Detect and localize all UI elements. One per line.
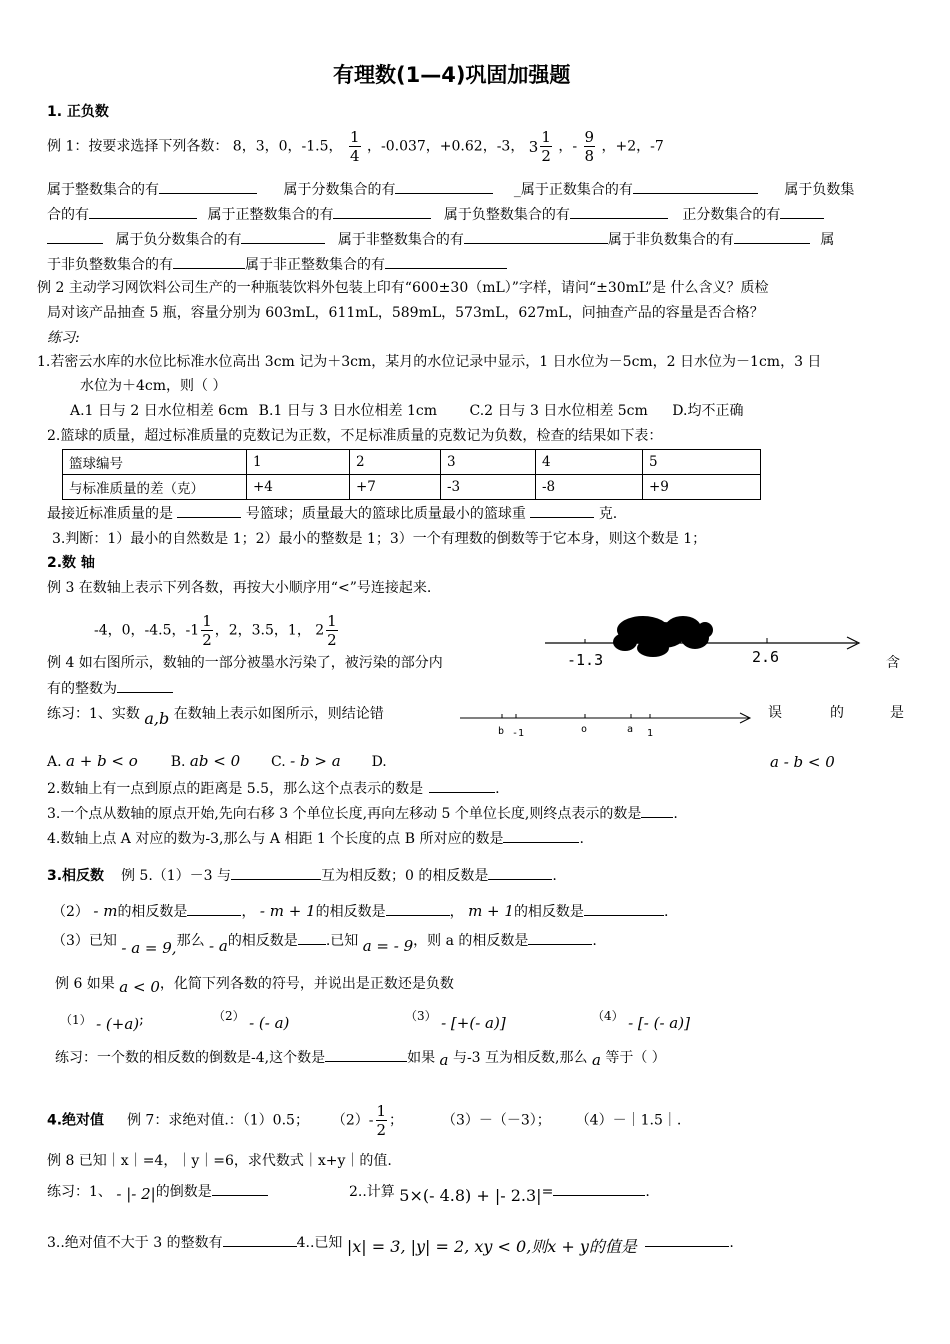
non-negative-integer-set-label-start: 属 bbox=[820, 232, 835, 248]
expr-minus-a-eq-9: - a = 9, bbox=[121, 939, 177, 957]
expr-neg-abs-neg-2: - |- 2| bbox=[116, 1185, 156, 1203]
number-line-ink bbox=[545, 610, 875, 670]
example-2-line-1: 例 2 主动学习网饮料公司生产的一种瓶装饮料外包装上印有“600±30（mL）”字样，请问“±30mL”是 什么含义？质检 bbox=[37, 280, 769, 296]
integers-blank[interactable] bbox=[223, 1232, 297, 1247]
practice-3-label: 3..绝对值不大于 3 的整数有 bbox=[47, 1235, 223, 1251]
example-8-text: 例 8 已知｜x｜=4，｜y｜=6，求代数式｜x+y｜的值. bbox=[47, 1153, 392, 1169]
expr-minus-a: - a bbox=[209, 937, 228, 955]
practice-2-1-c1: 误 bbox=[768, 705, 782, 721]
example-4-label: 有的整数为 bbox=[47, 681, 117, 697]
section-1-heading: 1. 正负数 bbox=[47, 104, 109, 120]
then-label: 那么 bbox=[176, 933, 205, 949]
expr-xy-condition: |x| = 3, |y| = 2, xy < 0,则x + y的值是 bbox=[346, 1237, 637, 1256]
basketball-table bbox=[62, 449, 761, 500]
option-c-label: C. bbox=[271, 754, 286, 770]
practice-label: 练习: bbox=[47, 330, 80, 346]
negative-integer-set-blank[interactable] bbox=[570, 204, 668, 219]
example-7-a: 例 7：求绝对值.：（1）0.5； bbox=[126, 1112, 309, 1129]
practice-4-label: 4..已知 bbox=[296, 1235, 343, 1251]
item-3-expr: - [+(- a)] bbox=[441, 1014, 506, 1032]
grams-label: 克. bbox=[598, 506, 618, 522]
opposite-label: 的相反数是 bbox=[315, 904, 386, 920]
practice-2-label: 2..计算 bbox=[349, 1184, 395, 1200]
table-header-cell: 4 bbox=[536, 450, 643, 475]
item-3-label: （3） bbox=[405, 1009, 437, 1023]
variables-a-b: a,b bbox=[144, 709, 170, 728]
practice-1-label: 练习：1、 bbox=[47, 1184, 112, 1200]
sets-line-2 bbox=[47, 204, 824, 224]
practice-blank[interactable] bbox=[325, 1047, 407, 1062]
example-5-blank-1[interactable] bbox=[231, 865, 321, 880]
section-3-heading: 3.相反数 bbox=[47, 868, 105, 884]
practice-2-3-text: 3.一个点从数轴的原点开始,先向右移 3 个单位长度,再向左移动 5 个单位长度,则终点表示的数是 bbox=[47, 806, 642, 822]
example-7-d: （3）－（－3）； bbox=[441, 1112, 551, 1129]
table-header-cell: 2 bbox=[350, 450, 441, 475]
section-3-practice bbox=[55, 1047, 666, 1067]
example-7-b: （2）- bbox=[331, 1112, 374, 1129]
positive-integer-set-blank[interactable] bbox=[333, 204, 431, 219]
example-4-line-1: 例 4 如右图所示，数轴的一部分被墨水污染了，被污染的部分内 bbox=[47, 655, 443, 671]
practice-a: 练习：一个数的相反数的倒数是-4,这个数是 bbox=[55, 1050, 326, 1066]
example-4-line-1-end: 含 bbox=[886, 655, 900, 671]
blank-minus-m-plus-1[interactable] bbox=[386, 901, 450, 916]
section-4-heading: 4.绝对值 bbox=[47, 1112, 105, 1129]
example-6-item-2 bbox=[213, 1006, 290, 1032]
practice-1-option-a[interactable]: A.1 日与 2 日水位相差 6cm bbox=[70, 403, 249, 419]
example-5-b: 互为相反数；0 的相反数是 bbox=[321, 868, 489, 884]
table-cell: 与标准质量的差（克） bbox=[63, 475, 247, 500]
section-4-line-1 bbox=[47, 1102, 681, 1139]
example-4-blank[interactable] bbox=[117, 678, 173, 693]
item-2-label: （2） bbox=[213, 1009, 245, 1023]
example-7-e: （4）－｜1.5｜. bbox=[575, 1112, 682, 1129]
sub-3-label: （3）已知 bbox=[52, 933, 117, 949]
non-positive-integer-set-blank[interactable] bbox=[385, 254, 507, 269]
practice-2-text: 2.篮球的质量，超过标准质量的克数记为正数，不足标准质量的克数记为负数，检查的结果如下表： bbox=[47, 428, 663, 444]
practice-1-option-d[interactable]: D.均不正确 bbox=[672, 403, 744, 419]
practice-c: 与-3 互为相反数,那么 bbox=[452, 1050, 588, 1066]
negative-set-label: 属于负数集 bbox=[784, 182, 855, 198]
section-3-line-3: （3）已知 - a = 9,那么 - a的相反数是 .已知 a = - 9，则 a 的相反数是 . bbox=[52, 930, 597, 950]
example-1-line bbox=[47, 128, 664, 165]
point-b-label: b bbox=[498, 726, 505, 737]
practice-2-1-line bbox=[47, 704, 384, 728]
equals-sign: = bbox=[541, 1184, 554, 1200]
practice-2-4-blank[interactable] bbox=[503, 828, 579, 843]
practice-2-1-options bbox=[47, 752, 387, 771]
ink-blot bbox=[613, 616, 713, 657]
item-4-label: （4） bbox=[592, 1009, 624, 1023]
blank-minus-m[interactable] bbox=[187, 901, 241, 916]
fraction-set-label: 属于分数集合的有 bbox=[283, 182, 396, 198]
non-integer-set-blank[interactable] bbox=[464, 229, 608, 244]
item-1-expr: - (+a) bbox=[96, 1015, 140, 1033]
fraction-half: $\frac{1}{2}$ bbox=[202, 612, 212, 649]
example-3-numbers-b: ，2，3.5，1， 2 bbox=[214, 622, 325, 639]
expr-minus-m-plus-1: - m + 1 bbox=[259, 902, 316, 920]
blank-minus-a[interactable] bbox=[298, 930, 326, 945]
expr-compute: 5×(- 4.8) + |- 2.3| bbox=[399, 1186, 542, 1205]
table-cell: +9 bbox=[643, 475, 761, 500]
example-1-mid1: ，-0.037，+0.62，-3， bbox=[366, 138, 525, 155]
option-a-label: A. bbox=[47, 754, 62, 770]
item-2-expr: - (- a) bbox=[249, 1014, 290, 1032]
practice-2-2: 2.数轴上有一点到原点的距离是 5.5，那么这个点表示的数是 . bbox=[47, 778, 500, 798]
positive-integer-set-label: 属于正整数集合的有 bbox=[207, 207, 334, 223]
x-plus-y-blank[interactable] bbox=[645, 1232, 729, 1247]
fraction-nine-eighths: $\frac{9}{8}$ bbox=[584, 128, 595, 165]
negative-fraction-set-label: 属于负分数集合的有 bbox=[115, 232, 242, 248]
example-3-numbers-a: -4，0，-4.5，-1 bbox=[94, 622, 200, 639]
point-a-label: a bbox=[627, 724, 634, 735]
example-6-b: ，化简下列各数的符号，并说出是正数还是负数 bbox=[159, 976, 454, 992]
example-6-line bbox=[55, 974, 454, 996]
non-negative-set-label: 属于非负数集合的有 bbox=[607, 232, 734, 248]
blank-m-plus-1[interactable] bbox=[584, 901, 664, 916]
expr-a-eq-minus-9: a = - 9 bbox=[362, 937, 414, 955]
sub-2-label: （2） bbox=[52, 904, 89, 920]
positive-fraction-set-blank-cont[interactable] bbox=[47, 229, 103, 244]
practice-2-4-text: 4.数轴上点 A 对应的数为-3,那么与 A 相距 1 个长度的点 B 所对应的数是 bbox=[47, 831, 504, 847]
table-cell: -8 bbox=[536, 475, 643, 500]
non-negative-integer-set-label: 于非负整数集合的有 bbox=[47, 257, 173, 273]
practice-2-1-c3: 是 bbox=[890, 705, 904, 721]
a-opposite-label: ，则 a 的相反数是 bbox=[413, 933, 529, 949]
opposite-label: 的相反数是 bbox=[117, 904, 188, 920]
practice-2-2-blank[interactable] bbox=[429, 778, 495, 793]
fraction-half: $\frac{1}{2}$ bbox=[376, 1102, 387, 1139]
table-header-cell: 篮球编号 bbox=[63, 450, 247, 475]
practice-2-1-a: 练习：1、实数 bbox=[47, 706, 140, 722]
option-c[interactable]: - b > a bbox=[290, 752, 341, 770]
practice-b: 如果 bbox=[407, 1050, 436, 1066]
table-cell: +7 bbox=[350, 475, 441, 500]
mixed-three-half: 3 $\frac{1}{2}$ bbox=[528, 128, 551, 165]
fraction-set-blank[interactable] bbox=[395, 179, 493, 194]
integer-set-label: 属于整数集合的有 bbox=[47, 182, 159, 198]
non-integer-set-label: 属于非整数集合的有 bbox=[337, 232, 464, 248]
opposite-label: 的相反数是 bbox=[513, 904, 584, 920]
fraction-half: $\frac{1}{2}$ bbox=[327, 612, 337, 649]
example-5-blank-2[interactable] bbox=[488, 865, 552, 880]
variable-a: a bbox=[591, 1051, 601, 1069]
practice-1-options bbox=[70, 402, 743, 420]
axis-label-left: -1.3 bbox=[567, 651, 604, 669]
practice-1-option-c[interactable]: C.2 日与 3 日水位相差 5cm bbox=[469, 403, 648, 419]
practice-1-line-2: 水位为＋4cm，则（ ） bbox=[80, 378, 227, 394]
tick-label-minus-one: -1 bbox=[512, 728, 525, 739]
practice-2-3-blank[interactable] bbox=[641, 803, 673, 818]
reciprocal-label: 的倒数是 bbox=[155, 1184, 212, 1200]
given-label: .已知 bbox=[325, 933, 359, 949]
example-1-tail: ，+2，-7 bbox=[601, 138, 664, 155]
section-4-practice-2: 2..计算 5×(- 4.8) + |- 2.3|= . bbox=[349, 1181, 650, 1201]
table-cell: +4 bbox=[247, 475, 350, 500]
practice-2-2-text: 2.数轴上有一点到原点的距离是 5.5，那么这个点表示的数是 bbox=[47, 781, 424, 797]
section-4-practice-3-4 bbox=[47, 1232, 734, 1256]
example-6-item-4 bbox=[592, 1006, 690, 1032]
example-5-a: 例 5.（1）－3 与 bbox=[120, 868, 232, 884]
example-6-a: 例 6 如果 bbox=[55, 976, 115, 992]
blank-a-opposite[interactable] bbox=[528, 930, 592, 945]
practice-2-3: 3.一个点从数轴的原点开始,先向右移 3 个单位长度,再向左移动 5 个单位长度,则终点表示的数是 . bbox=[47, 803, 678, 823]
positive-fraction-set-blank[interactable] bbox=[780, 204, 824, 219]
section-2-heading: 2.数 轴 bbox=[47, 555, 95, 571]
practice-1-option-b[interactable]: B.1 日与 3 日水位相差 1cm bbox=[258, 403, 438, 419]
number-line-ab bbox=[460, 708, 760, 744]
practice-2-answer-line bbox=[47, 505, 617, 523]
origin-label: o bbox=[581, 724, 588, 735]
example-1-mid2: ，- bbox=[558, 138, 578, 155]
option-b[interactable]: ab < 0 bbox=[189, 752, 241, 770]
example-2-line-2: 局对该产品抽查 5 瓶，容量分别为 603mL，611mL，589mL，573mL，627mL，问抽查产品的容量是否合格？ bbox=[47, 305, 764, 321]
compute-blank[interactable] bbox=[553, 1181, 645, 1196]
expr-minus-m: - m bbox=[93, 902, 118, 920]
heavier-blank[interactable] bbox=[530, 508, 594, 518]
table-header-cell: 3 bbox=[441, 450, 536, 475]
positive-set-blank[interactable] bbox=[633, 179, 758, 194]
condition-a-negative: a < 0 bbox=[119, 978, 160, 996]
option-d-label: D. bbox=[371, 754, 387, 770]
variable-a: a bbox=[439, 1051, 449, 1069]
integer-set-blank[interactable] bbox=[159, 179, 257, 194]
table-cell: -3 bbox=[441, 475, 536, 500]
item-1-label: （1） bbox=[60, 1013, 92, 1027]
tick-label-one: 1 bbox=[647, 728, 654, 739]
practice-1-line-1: 1.若密云水库的水位比标准水位高出 3cm 记为＋3cm，某月的水位记录中显示，1 日水位为－5cm，2 日水位为－1cm，3 日 bbox=[37, 354, 822, 370]
option-a[interactable]: a + b < o bbox=[66, 752, 138, 770]
closest-label: 最接近标准质量的是 bbox=[47, 506, 173, 522]
reciprocal-blank[interactable] bbox=[212, 1181, 268, 1196]
positive-fraction-set-label: 正分数集合的有 bbox=[682, 207, 781, 223]
sets-line-1 bbox=[47, 179, 854, 199]
non-positive-integer-set-label: 属于非正整数集合的有 bbox=[245, 257, 385, 273]
heavier-label: 号篮球；质量最大的篮球比质量最小的篮球重 bbox=[245, 506, 526, 522]
practice-2-1-c2: 的 bbox=[830, 705, 844, 721]
example-6-item-3 bbox=[405, 1006, 506, 1032]
table-header-cell: 1 bbox=[247, 450, 350, 475]
non-negative-set-blank[interactable] bbox=[734, 229, 810, 244]
page-title: 有理数(1—4)巩固加强题 bbox=[333, 63, 571, 87]
item-4-expr: - [- (- a)] bbox=[628, 1014, 690, 1032]
negative-set-label-cont: 合的有 bbox=[47, 207, 89, 223]
option-b-label: B. bbox=[170, 754, 186, 770]
section-3-line-1: 3.相反数 例 5.（1）－3 与 互为相反数；0 的相反数是 . bbox=[47, 865, 557, 885]
sets-line-4 bbox=[47, 254, 507, 274]
example-6-items: （1） - (+a); bbox=[60, 1012, 144, 1033]
example-7-c: ； bbox=[389, 1112, 404, 1129]
negative-integer-set-label: 属于负整数集合的有 bbox=[443, 207, 570, 223]
closest-blank[interactable] bbox=[177, 508, 241, 518]
example-3-numbers bbox=[94, 612, 340, 649]
negative-fraction-set-blank[interactable] bbox=[241, 229, 325, 244]
sets-line-3 bbox=[47, 229, 834, 249]
practice-d: 等于（ ） bbox=[605, 1050, 666, 1066]
table-row bbox=[63, 450, 761, 475]
practice-2-4: 4.数轴上点 A 对应的数为-3,那么与 A 相距 1 个长度的点 B 所对应的数是 . bbox=[47, 828, 584, 848]
example-3-text: 例 3 在数轴上表示下列各数，再按大小顺序用“<”号连接起来. bbox=[47, 580, 432, 596]
section-3-line-2: （2） - m的相反数是 ， - m + 1的相反数是 ， m + 1的相反数是 . bbox=[52, 902, 669, 920]
section-4-practice-1 bbox=[47, 1181, 268, 1201]
example-4-line-2 bbox=[47, 678, 173, 698]
practice-2-1-b: 在数轴上表示如图所示，则结论错 bbox=[173, 706, 384, 722]
positive-set-label: _属于正数集合的有 bbox=[513, 182, 633, 198]
opposite-label: 的相反数是 bbox=[227, 933, 298, 949]
practice-3-text: 3.判断：1）最小的自然数是 1；2）最小的整数是 1；3）一个有理数的倒数等于它本身，则这个数是 1； bbox=[52, 531, 707, 547]
table-header-cell: 5 bbox=[643, 450, 761, 475]
example-1-prefix: 例 1：按要求选择下列各数： 8，3，0，-1.5， bbox=[47, 138, 343, 155]
table-row bbox=[63, 475, 761, 500]
negative-set-blank[interactable] bbox=[89, 204, 197, 219]
expr-m-plus-1: m + 1 bbox=[468, 902, 514, 920]
axis-label-right: 2.6 bbox=[752, 648, 780, 666]
option-d[interactable]: a - b < 0 bbox=[770, 753, 835, 771]
fraction-one-quarter: $\frac{1}{4}$ bbox=[349, 128, 360, 165]
non-negative-integer-set-blank[interactable] bbox=[173, 254, 245, 269]
practice-4-end: . bbox=[729, 1235, 734, 1251]
